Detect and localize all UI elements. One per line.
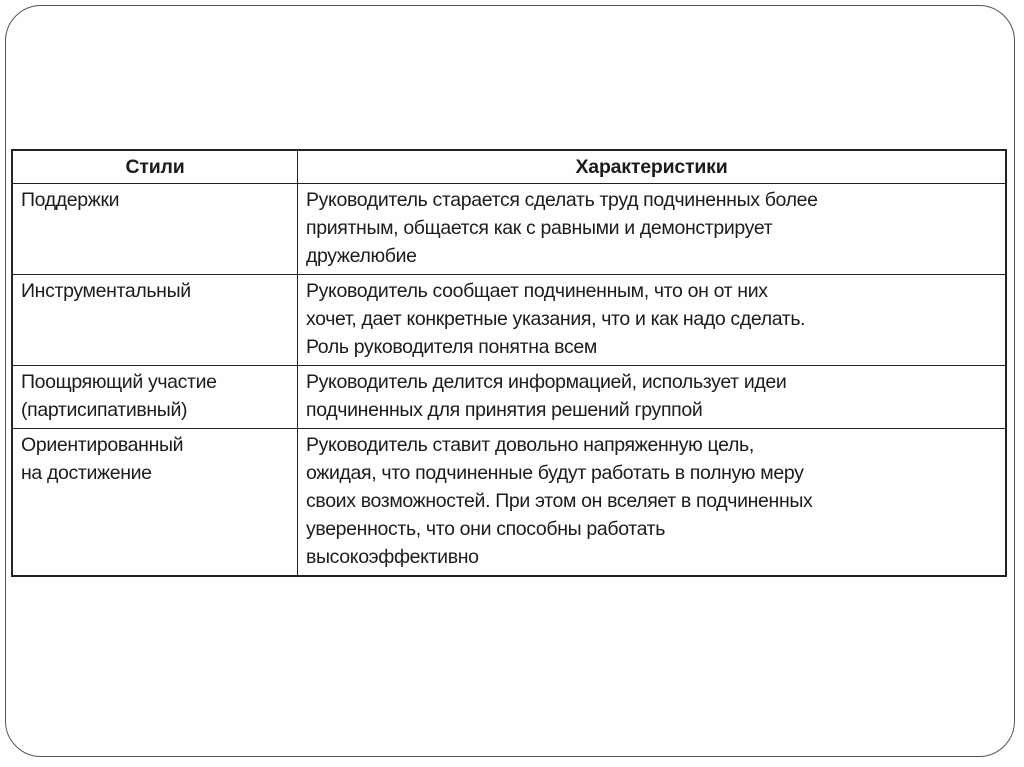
style-name: Инструментальный: [21, 280, 191, 302]
table-row: [12, 429, 1006, 577]
header-styles-label: Стили: [125, 156, 185, 178]
header-characteristics: [298, 150, 1007, 184]
characteristic-text: Руководитель ставит довольно напряженную цель, ожидая, что подчиненные будут работать в полную меру своих возможностей. При этом он вселяет в подчиненных уверенность, что они способны работать высокоэффективно: [306, 434, 813, 568]
characteristic-cell: [298, 366, 1007, 429]
style-cell: [12, 429, 298, 577]
header-styles: [12, 150, 298, 184]
table-row: [12, 184, 1006, 275]
table-header-row: [12, 150, 1006, 184]
characteristic-cell: [298, 429, 1007, 577]
style-cell: [12, 366, 298, 429]
style-cell: [12, 184, 298, 275]
style-name: Поддержки: [21, 189, 120, 211]
characteristic-text: Руководитель старается сделать труд подчиненных более приятным, общается как с равными и демонстрирует дружелюбие: [306, 189, 818, 267]
style-name: Поощряющий участие (партисипативный): [21, 371, 217, 421]
style-cell: [12, 275, 298, 366]
leadership-styles-table: [11, 149, 1007, 577]
characteristic-cell: [298, 275, 1007, 366]
table-row: [12, 366, 1006, 429]
style-name: Ориентированный на достижение: [21, 434, 184, 484]
characteristic-text: Руководитель делится информацией, использует идеи подчиненных для принятия решений группой: [306, 371, 787, 421]
header-characteristics-label: Характеристики: [575, 156, 728, 178]
characteristic-text: Руководитель сообщает подчиненным, что он от них хочет, дает конкретные указания, что и как надо сделать. Роль руководителя понятна всем: [306, 280, 806, 358]
table-row: [12, 275, 1006, 366]
characteristic-cell: [298, 184, 1007, 275]
